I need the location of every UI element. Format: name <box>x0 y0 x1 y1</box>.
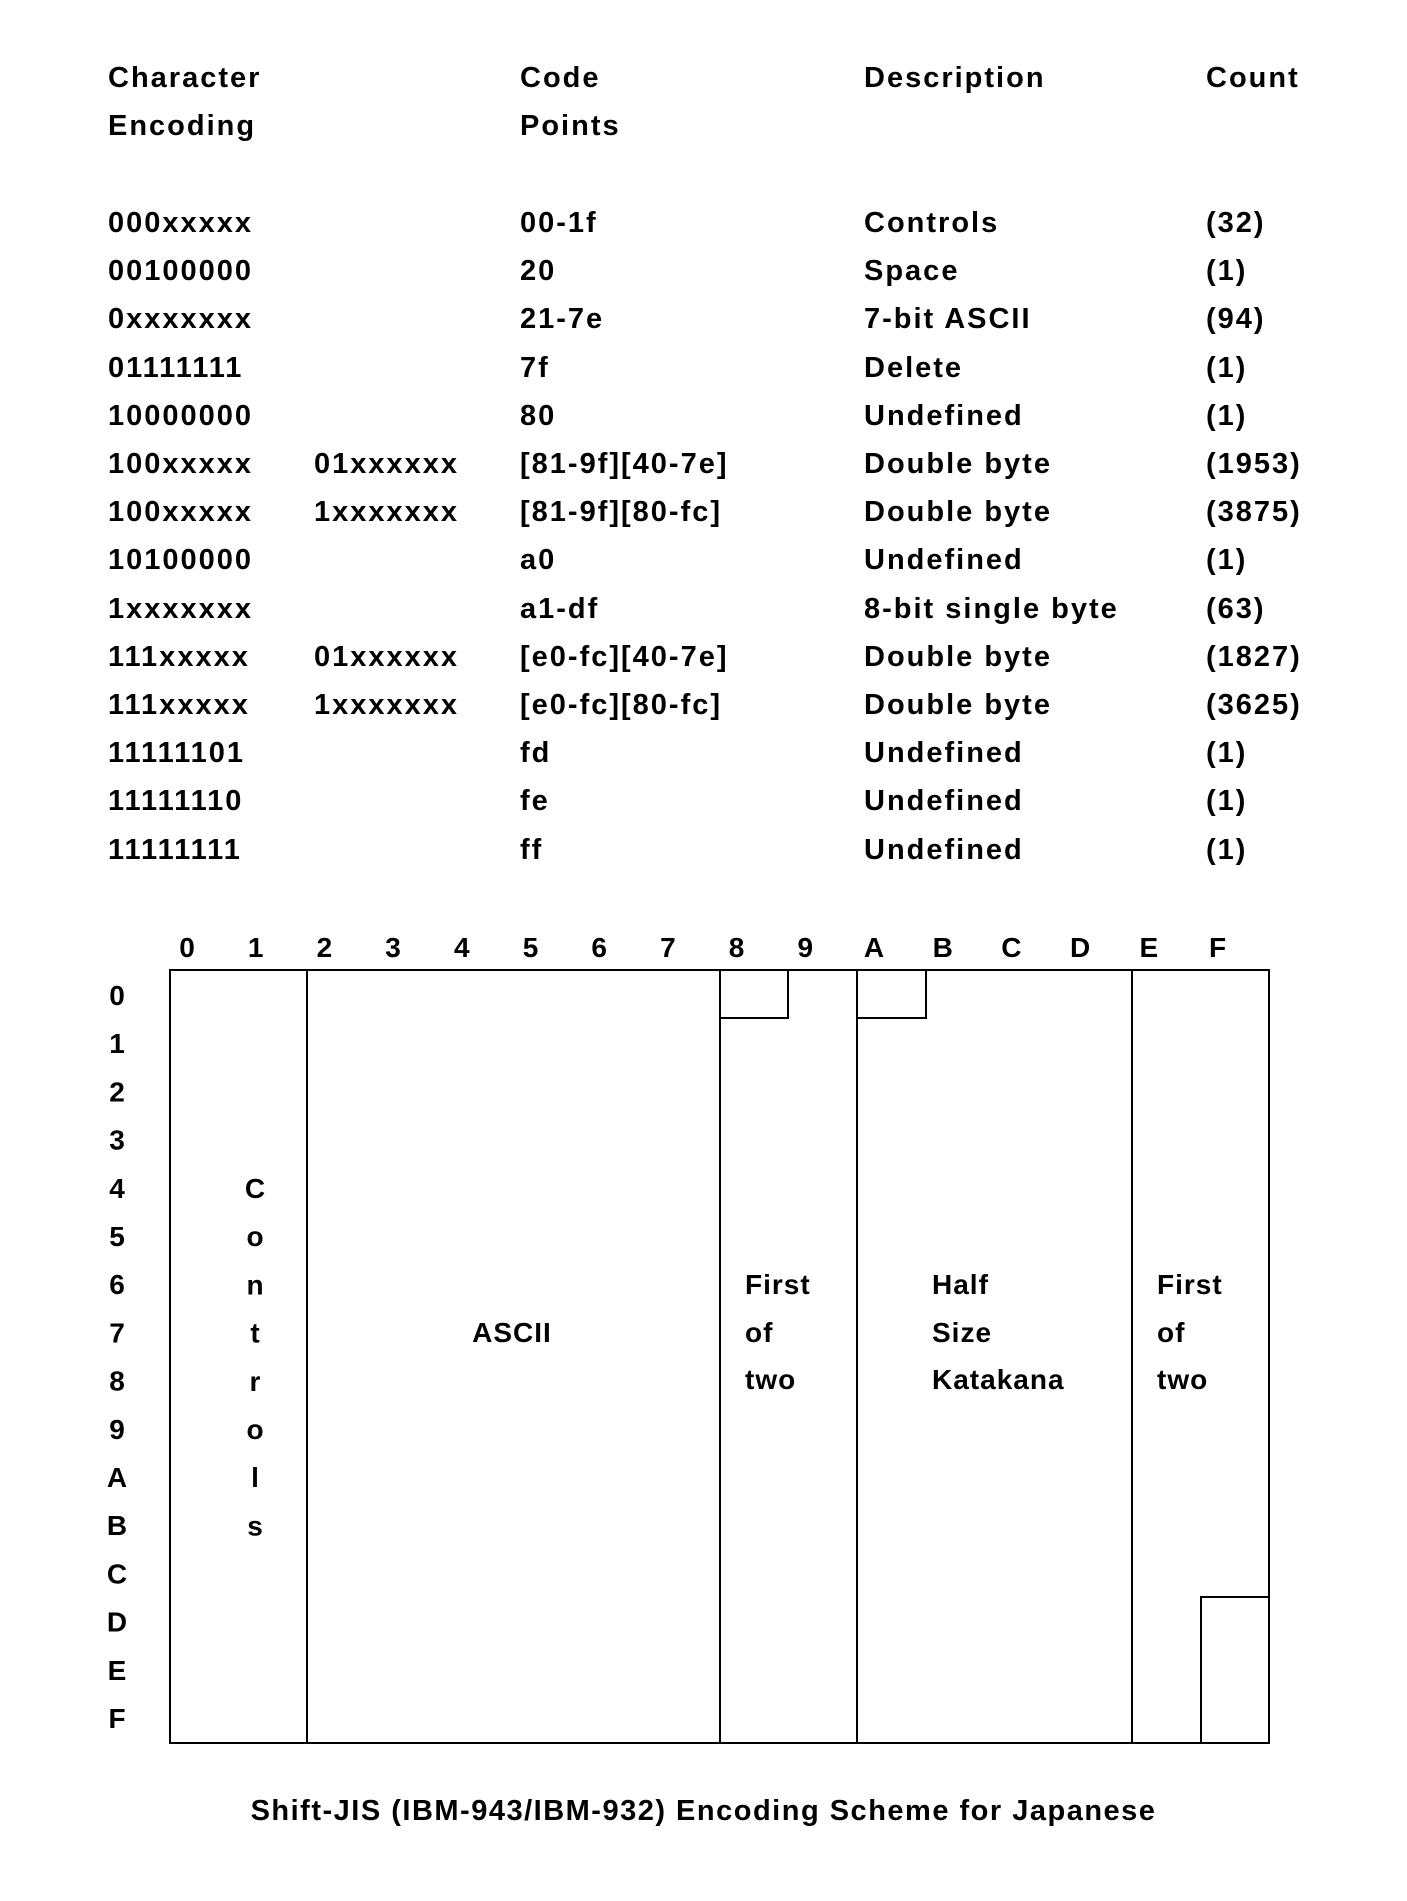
row-byte1: 11111101 <box>108 737 246 770</box>
row-label: F <box>108 1703 126 1734</box>
header-encoding-line2: Encoding <box>108 110 257 142</box>
row-byte2: 1xxxxxxx <box>314 689 460 721</box>
controls-letter: o <box>246 1221 264 1253</box>
controls-letter: s <box>247 1510 263 1542</box>
row-count: (1) <box>1206 785 1248 818</box>
cell-80-box <box>720 970 788 1018</box>
header-encoding-line1: Character <box>108 62 262 94</box>
row-description: Space <box>864 255 960 288</box>
figure-caption: Shift-JIS (IBM-943/IBM-932) Encoding Scheme for Japanese <box>250 1795 1157 1827</box>
column-label: 4 <box>454 932 470 963</box>
column-label: 0 <box>179 932 195 963</box>
row-count: (63) <box>1206 592 1266 625</box>
controls-letter: l <box>251 1462 259 1494</box>
row-label: 4 <box>109 1172 125 1204</box>
row-byte1: 100xxxxx <box>108 448 254 480</box>
katakana-line: Half <box>932 1269 989 1300</box>
first-of-two-2-line: two <box>1157 1364 1209 1395</box>
row-count: (1) <box>1206 833 1248 866</box>
first-of-two-label-2 <box>1157 1269 1223 1395</box>
first-of-two-2-line: of <box>1157 1317 1186 1348</box>
row-count: (1) <box>1206 351 1248 384</box>
row-code-points: fe <box>520 785 550 818</box>
controls-letter: t <box>250 1317 260 1349</box>
row-count: (3625) <box>1206 689 1302 721</box>
column-labels <box>179 932 1226 963</box>
row-label: 5 <box>109 1221 125 1252</box>
row-code-points: [e0-fc][40-7e] <box>520 640 729 673</box>
controls-letter: C <box>244 1173 266 1204</box>
controls-letter: o <box>246 1414 264 1445</box>
katakana-line: Katakana <box>932 1364 1065 1395</box>
column-label: 8 <box>728 932 745 963</box>
row-code-points: a0 <box>520 544 557 577</box>
row-byte1: 111xxxxx <box>108 640 250 673</box>
first-of-two-label-1 <box>745 1269 811 1395</box>
row-label: D <box>106 1606 128 1638</box>
row-byte2: 1xxxxxxx <box>314 496 460 529</box>
row-byte1: 01111111 <box>108 351 244 384</box>
row-count: (94) <box>1206 303 1266 336</box>
column-label: C <box>1001 932 1022 963</box>
header-description: Description <box>864 62 1046 94</box>
row-labels <box>107 980 127 1734</box>
row-byte1: 11111110 <box>108 785 244 818</box>
row-description: Double byte <box>864 689 1052 721</box>
row-description: Undefined <box>864 544 1024 577</box>
row-label: 6 <box>109 1269 125 1301</box>
column-label: 2 <box>316 932 333 963</box>
half-size-katakana-label <box>932 1269 1065 1395</box>
row-label: 9 <box>109 1413 125 1445</box>
row-description: 7-bit ASCII <box>864 303 1032 336</box>
row-byte2: 01xxxxxx <box>314 448 460 480</box>
row-count: (32) <box>1206 207 1266 239</box>
row-label: C <box>106 1558 128 1590</box>
row-byte1: 11111111 <box>108 833 242 866</box>
row-code-points: ff <box>520 833 544 866</box>
row-byte1: 00100000 <box>108 255 254 288</box>
row-code-points: 00-1f <box>520 207 598 239</box>
row-description: Delete <box>864 351 964 384</box>
row-byte1: 10100000 <box>108 544 254 577</box>
first-of-two-2-line: First <box>1157 1269 1223 1300</box>
column-label: F <box>1208 932 1227 963</box>
column-label: 7 <box>660 932 676 963</box>
row-code-points: 7f <box>520 351 550 384</box>
column-label: E <box>1139 932 1159 963</box>
column-label: D <box>1069 932 1091 963</box>
row-code-points: a1-df <box>520 592 600 625</box>
grid-lines <box>170 970 1269 1743</box>
row-code-points: [81-9f][80-fc] <box>520 496 723 529</box>
column-label: 3 <box>385 932 401 963</box>
row-byte1: 111xxxxx <box>108 689 250 721</box>
row-description: Undefined <box>864 833 1024 866</box>
header-count: Count <box>1206 62 1300 94</box>
ascii-label: ASCII <box>472 1317 552 1348</box>
row-byte1: 0xxxxxxx <box>108 303 254 336</box>
row-byte1: 10000000 <box>108 399 254 432</box>
row-code-points: [81-9f][40-7e] <box>520 448 729 480</box>
column-label: B <box>932 932 953 963</box>
first-of-two-1-line: two <box>745 1364 797 1395</box>
row-label: 7 <box>109 1317 125 1349</box>
row-label: 1 <box>109 1028 125 1060</box>
row-count: (1953) <box>1206 448 1302 480</box>
row-description: Double byte <box>864 496 1052 529</box>
controls-letter: n <box>246 1269 264 1301</box>
row-description: Undefined <box>864 785 1024 818</box>
row-byte1: 100xxxxx <box>108 496 254 529</box>
row-count: (1) <box>1206 544 1248 577</box>
row-code-points: 20 <box>520 255 557 288</box>
row-description: Double byte <box>864 640 1052 673</box>
header-code-points-line2: Points <box>520 110 621 142</box>
row-description: Double byte <box>864 448 1052 480</box>
row-count: (1) <box>1206 737 1248 770</box>
row-code-points: 80 <box>520 399 557 432</box>
first-of-two-1-line: First <box>745 1269 811 1300</box>
row-description: Undefined <box>864 399 1024 432</box>
row-description: Undefined <box>864 737 1024 770</box>
row-code-points: [e0-fc][80-fc] <box>520 689 723 721</box>
first-of-two-1-line: of <box>745 1317 774 1348</box>
row-code-points: fd <box>520 737 552 770</box>
row-label: B <box>106 1510 128 1542</box>
row-description: 8-bit single byte <box>864 592 1119 625</box>
column-label: 1 <box>247 932 264 963</box>
column-label: 9 <box>797 932 814 963</box>
column-label: A <box>863 932 885 963</box>
row-label: 3 <box>109 1124 125 1156</box>
column-label: 5 <box>522 932 539 963</box>
controls-label <box>245 1173 265 1541</box>
row-label: 2 <box>109 1076 125 1108</box>
row-label: 8 <box>109 1365 125 1397</box>
cell-a0-box <box>857 970 926 1018</box>
header-code-points-line1: Code <box>520 62 601 94</box>
row-description: Controls <box>864 207 1000 239</box>
row-label: A <box>106 1462 128 1493</box>
row-code-points: 21-7e <box>520 303 605 336</box>
row-label: 0 <box>109 980 125 1011</box>
row-byte1: 000xxxxx <box>108 207 254 239</box>
katakana-line: Size <box>932 1317 993 1348</box>
column-label: 6 <box>591 932 607 963</box>
row-count: (3875) <box>1206 496 1302 529</box>
row-label: E <box>107 1654 127 1686</box>
cell-fd-ff-box <box>1201 1597 1269 1743</box>
row-count: (1827) <box>1206 640 1302 673</box>
row-count: (1) <box>1206 399 1248 432</box>
row-byte1: 1xxxxxxx <box>108 592 254 625</box>
row-byte2: 01xxxxxx <box>314 640 460 673</box>
controls-letter: r <box>249 1365 261 1397</box>
row-count: (1) <box>1206 255 1248 288</box>
